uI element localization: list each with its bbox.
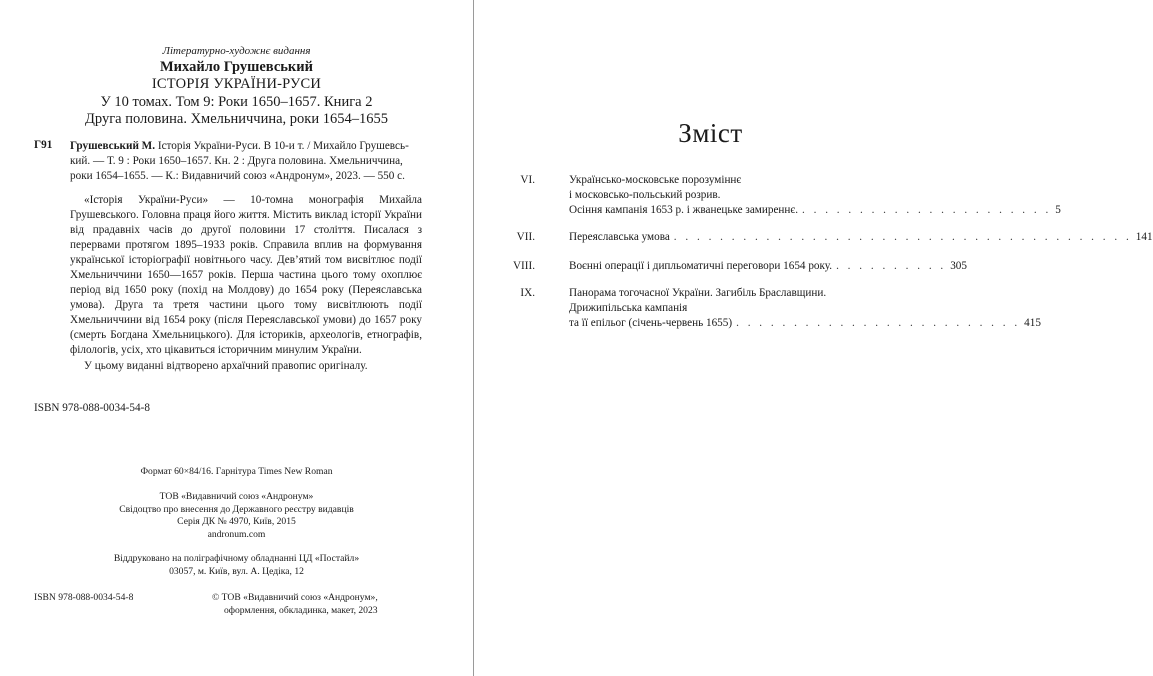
toc-entry-line: Українсько-московське порозуміннє (569, 174, 742, 186)
publisher-name: ТОВ «Видавничий союз «Андронум» (159, 491, 314, 502)
isbn-bottom: ISBN 978-088-0034-54-8 (34, 592, 134, 603)
toc-entry-number: VI. (520, 174, 535, 186)
toc-title: Зміст (678, 118, 743, 148)
edition-genre: Літературно-художнє видання (162, 45, 311, 57)
isbn: ISBN 978-088-0034-54-8 (34, 402, 150, 414)
toc-page-number: 305 (950, 260, 967, 272)
copyright-line-1: © ТОВ «Видавничий союз «Андронум», (212, 592, 378, 603)
catalog-description: Історія України-Руси. В 10-и т. / Михайло Грушевсь-кий. — Т. 9 : Роки 1650–1657. Кн. 2 : Друга половина. Хмельниччина, роки 1654–1655. — К.: Видавничий союз «Андронум», 2023. — 550 с. (70, 140, 409, 182)
leader-dots: . . . . . . . . . . . . . . . . . . . . . . . . . (736, 317, 1021, 329)
printer-block (0, 553, 473, 578)
catalog-author: Грушевський М. (70, 140, 156, 152)
toc-entry-title: та її епільог (січень-червень 1655) (569, 317, 733, 329)
printer-name: Віддруковано на поліграфічному обладнанні ЦД «Постайл» (113, 553, 360, 564)
imprint-page (0, 0, 473, 676)
toc-entry-title: Воєнні операції і дипльоматичні переговори 1654 року. (569, 260, 833, 272)
leader-dots: . . . . . . . . . . . . . . . . . . . . . . . . . . . . . . . . . . . . . . . . (673, 231, 1132, 243)
format-line: Формат 60×84/16. Гарнітура Times New Roman (140, 466, 333, 477)
toc-page-number: 415 (1024, 317, 1041, 329)
toc-page-number: 5 (1055, 204, 1061, 216)
printer-address: 03057, м. Київ, вул. А. Цедіка, 12 (169, 565, 304, 577)
volume-line: У 10 томах. Том 9: Роки 1650–1657. Книга 2 (100, 94, 373, 110)
book-author: Михайло Грушевський (159, 59, 313, 75)
catalog-entry (70, 139, 415, 184)
catalog-code: Г91 (34, 139, 53, 151)
toc-entry-line: і московсько-польський розрив. (569, 189, 721, 201)
toc-entry-title: Осіння кампанія 1653 р. і жванецьке замиреннє. (569, 204, 799, 216)
orthography-note: У цьому виданні відтворено архаїчний правопис оригіналу. (84, 360, 368, 372)
toc-entry-number: VIII. (512, 260, 535, 272)
copyright-block (212, 592, 378, 617)
contents-page (474, 0, 1153, 676)
toc-entry-number: VII. (516, 231, 535, 243)
leader-dots: . . . . . . . . . . . . . . . . . . . . . . (802, 204, 1052, 216)
copyright-line-2: оформлення, обкладинка, макет, 2023 (224, 604, 378, 616)
publisher-block (0, 491, 473, 542)
leader-dots: . . . . . . . . . . (836, 260, 947, 272)
publisher-website: andronum.com (207, 529, 266, 541)
book-title: ІСТОРІЯ УКРАЇНИ-РУСИ (151, 76, 322, 92)
toc-entry-title: Переяславська умова (569, 231, 670, 243)
toc-entry-number: IX. (520, 287, 535, 299)
registry-series: Серія ДК № 4970, Київ, 2015 (177, 516, 296, 528)
toc-page-number: 141 (1135, 231, 1153, 243)
toc-entry-line: Дрижипільська кампанія (569, 302, 688, 314)
registry-certificate: Свідоцтво про внесення до Державного реєстру видавців (119, 503, 354, 515)
book-subtitle: Друга половина. Хмельниччина, роки 1654–1655 (85, 111, 388, 127)
annotation: «Історія України-Руси» — 10-томна монографія Михайла Грушевського. Головна праця його життя. Містить виклад історії України від прадавніх часів до другої половини 17 століття. Писалася з перервами протягом 1895–1933 років. Справила вплив на формування української історіографії новітнього часу. Дев’ятий том висвітлює події Хмельниччини 1650—1657 років. Перша частина цього тому охоплює період від 1650 року (похід на Молдову) до 1654 року (Переяславська умова). Друга та третя частини цього тому висвітлюють події Хмельниччини від 1654 року (після Переяславської умови) до 1657 року (смерть Богдана Хмельницького). Для істориків, археологів, етнографів, філологів, усіх, хто цікавиться історичним минулим України. (70, 194, 422, 356)
toc-entry-line: Панорама тогочасної України. Загибіль Браславщини. (569, 287, 827, 299)
